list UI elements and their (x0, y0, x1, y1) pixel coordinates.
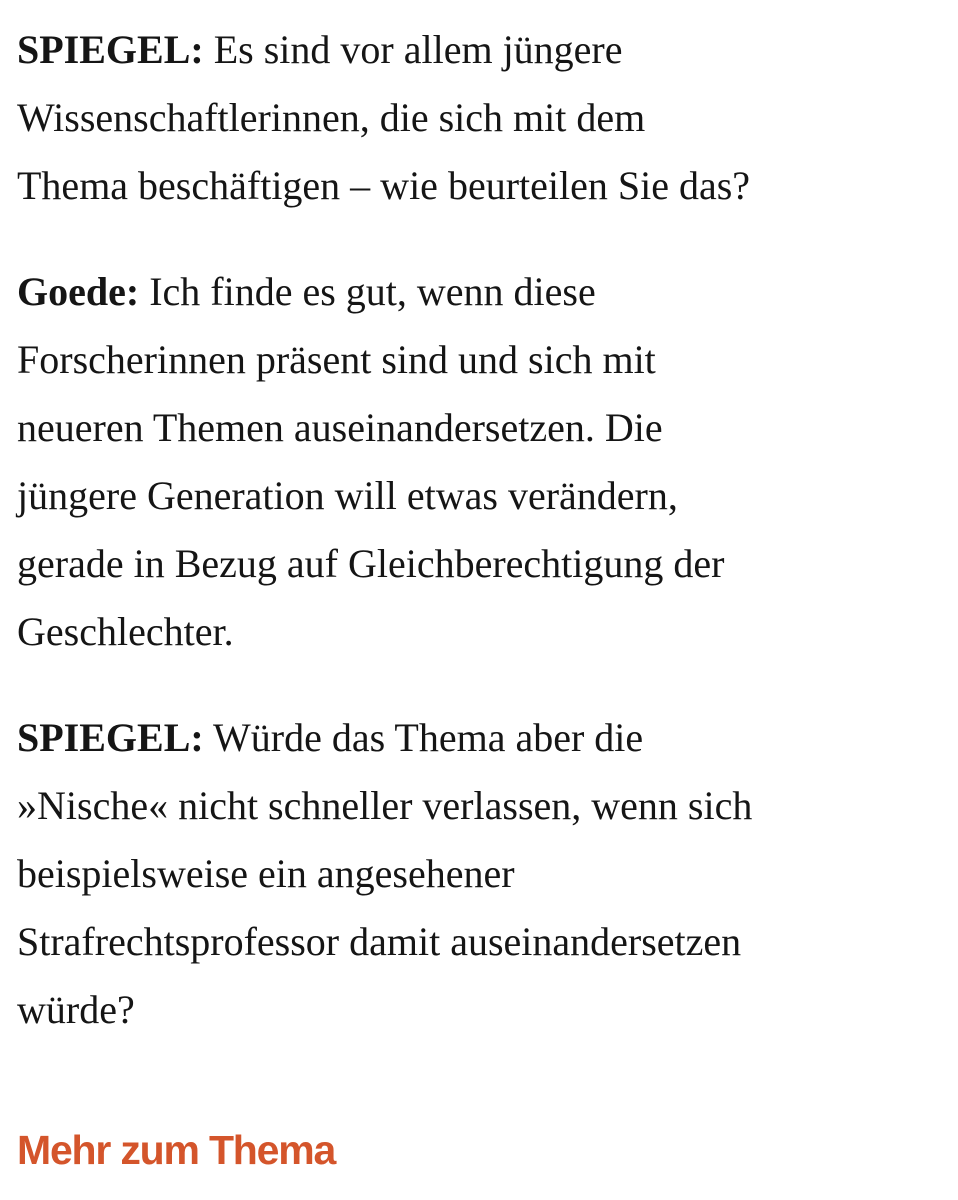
text-line: neueren Themen auseinandersetzen. Die (17, 405, 663, 450)
text-line: jüngere Generation will etwas verändern, (17, 473, 678, 518)
text-segment: Würde das Thema aber die (213, 715, 644, 760)
interview-article (17, 16, 942, 1082)
text-line: würde? (17, 987, 135, 1032)
text-line: »Nische« nicht schneller verlassen, wenn sich (17, 783, 753, 828)
interview-question (17, 704, 942, 1044)
more-on-topic-link[interactable]: Mehr zum Thema (17, 1127, 336, 1173)
speaker-label: Goede: (17, 269, 140, 314)
speaker-label: SPIEGEL: (17, 27, 204, 72)
text-segment: Es sind vor allem jüngere (213, 27, 623, 72)
text-line: gerade in Bezug auf Gleichberechtigung der (17, 541, 725, 586)
text-line: beispielsweise ein angesehener (17, 851, 515, 896)
speaker-label: SPIEGEL: (17, 715, 204, 760)
text-line (17, 16, 942, 84)
text-line: Geschlechter. (17, 609, 234, 654)
text-line: Thema beschäftigen – wie beurteilen Sie das? (17, 163, 751, 208)
text-line: Wissenschaftlerinnen, die sich mit dem (17, 95, 646, 140)
text-line: Forscherinnen präsent sind und sich mit (17, 337, 656, 382)
text-segment: Ich finde es gut, wenn diese (149, 269, 596, 314)
interview-question (17, 16, 942, 220)
text-line (17, 258, 942, 326)
interview-answer (17, 258, 942, 666)
text-line: Strafrechtsprofessor damit auseinandersetzen (17, 919, 742, 964)
text-line (17, 704, 942, 772)
